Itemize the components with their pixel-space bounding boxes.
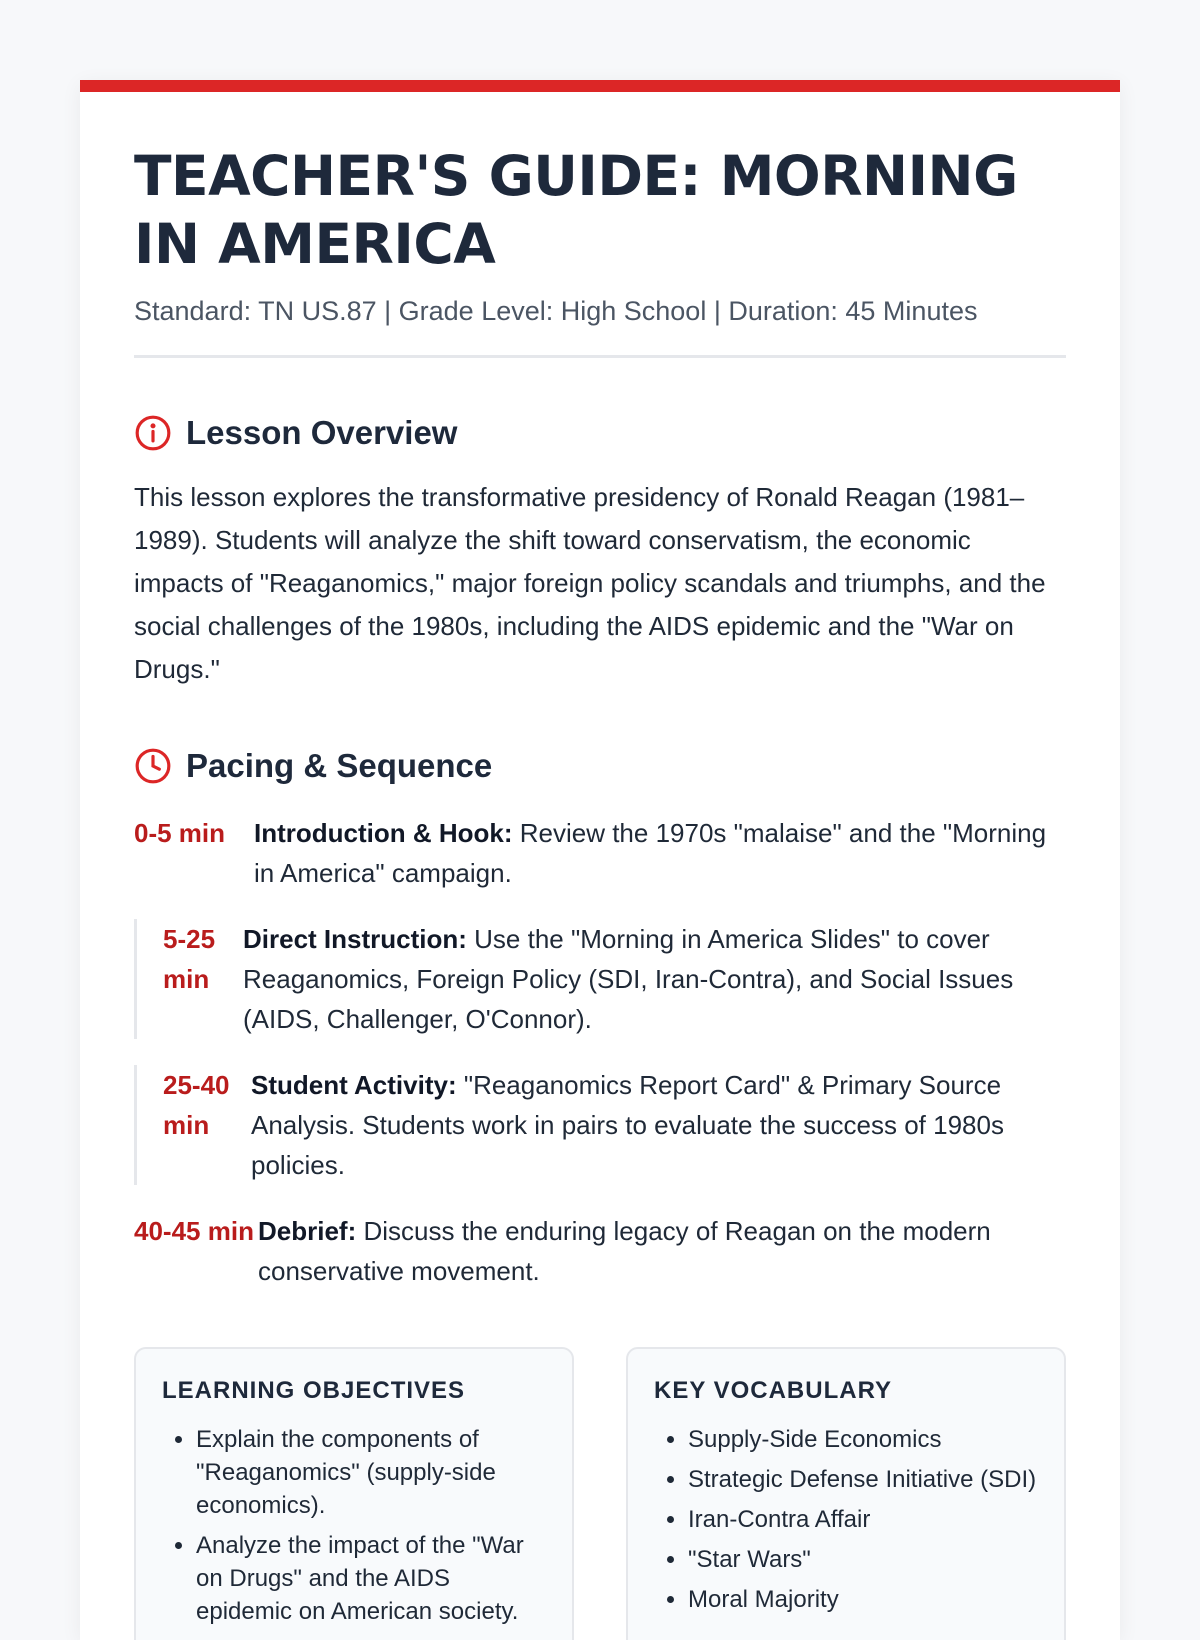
pace-description	[258, 1211, 1066, 1291]
overview-header	[134, 414, 1066, 452]
pace-item	[134, 1211, 1066, 1291]
pace-label: Introduction & Hook:	[254, 818, 513, 848]
clock-icon	[134, 747, 172, 785]
page-title: TEACHER'S GUIDE: MORNING IN AMERICA	[134, 144, 1018, 276]
pace-time: 5-25 min	[163, 924, 216, 994]
info-icon	[134, 414, 172, 452]
pace-label: Direct Instruction:	[243, 924, 467, 954]
pace-time: 0-5 min	[134, 818, 226, 848]
pace-text: Use the "Morning in America Slides" to cover Reaganomics, Foreign Policy (SDI, Iran-Contra), and Social Issues (AIDS, Challenger, O'Connor).	[243, 924, 1014, 1034]
pace-description	[251, 1065, 1066, 1185]
objectives-box	[134, 1347, 574, 1640]
objectives-heading: LEARNING OBJECTIVES	[162, 1377, 466, 1404]
pace-text: Discuss the enduring legacy of Reagan on the modern conservative movement.	[258, 1216, 991, 1286]
list-item: • "Star Wars"	[688, 1543, 1038, 1576]
info-boxes	[134, 1347, 1066, 1640]
overview-heading: Lesson Overview	[186, 414, 458, 451]
objectives-list	[162, 1423, 546, 1628]
pacing-header	[134, 747, 1066, 785]
list-item: • Moral Majority	[688, 1583, 1038, 1616]
guide-card	[80, 80, 1120, 1640]
pacing-heading: Pacing & Sequence	[186, 747, 493, 784]
pace-time: 40-45 min	[134, 1216, 254, 1246]
list-item: • Analyze the impact of the "War on Drugs" and the AIDS epidemic on American society.	[196, 1529, 546, 1628]
vocabulary-heading: KEY VOCABULARY	[654, 1377, 893, 1404]
list-item: • Strategic Defense Initiative (SDI)	[688, 1463, 1038, 1496]
pace-time: 25-40 min	[163, 1070, 230, 1140]
list-item: • Explain the components of "Reaganomics" (supply-side economics).	[196, 1423, 546, 1522]
pace-label: Student Activity:	[251, 1070, 457, 1100]
list-item: • Supply-Side Economics	[688, 1423, 1038, 1456]
list-item: • Iran-Contra Affair	[688, 1503, 1038, 1536]
pace-label: Debrief:	[258, 1216, 357, 1246]
overview-text: This lesson explores the transformative presidency of Ronald Reagan (1981–1989). Students will analyze the shift toward conservatism, the economic impacts of "Reaganomics," major foreign policy scandals and triumphs, and the social challenges of the 1980s, including the AIDS epidemic and the "War on Drugs."	[134, 482, 1046, 684]
pace-text: Review the 1970s "malaise" and the "Morning in America" campaign.	[254, 818, 1047, 888]
pace-item	[134, 919, 1066, 1039]
lesson-meta: Standard: TN US.87 | Grade Level: High School | Duration: 45 Minutes	[134, 296, 1066, 358]
vocabulary-list	[654, 1423, 1038, 1616]
pace-text: "Reaganomics Report Card" & Primary Source Analysis. Students work in pairs to evaluate the success of 1980s policies.	[251, 1070, 1004, 1180]
vocabulary-box	[626, 1347, 1066, 1640]
pace-description	[254, 813, 1066, 893]
pacing-list	[134, 813, 1066, 1291]
pace-description	[243, 919, 1066, 1039]
pace-item	[134, 1065, 1066, 1185]
pace-item	[134, 813, 1066, 893]
